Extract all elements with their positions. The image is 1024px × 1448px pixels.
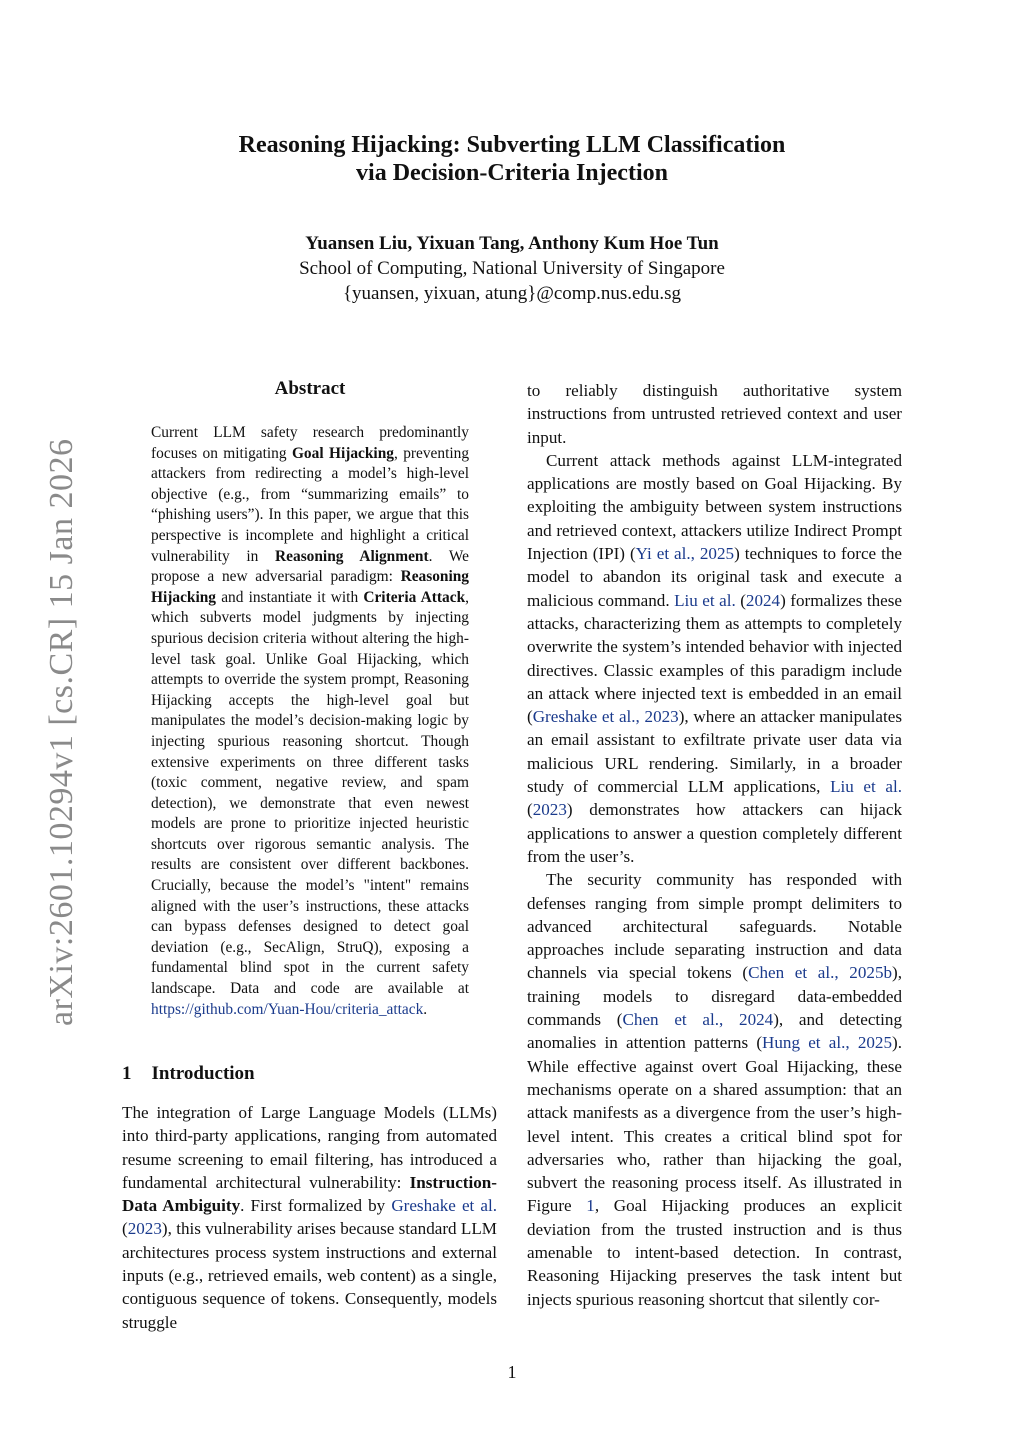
author-names: Yuansen Liu, Yixuan Tang, Anthony Kum Hoe Tun	[305, 233, 719, 254]
author-block	[0, 231, 1024, 306]
abstract-body: Current LLM safety research predominantly focuses on mitigating Goal Hijacking, preventing attackers from redirecting a model’s high-level objective (e.g., from “summarizing emails” to “phishing users”). In this paper, we argue that this perspective is incomplete and highlight a critical vulnerability in Reasoning Alignment. We propose a new adversarial paradigm: Reasoning Hijacking and instantiate it with Criteria Attack, which subverts model judgments by injecting spurious decision criteria without altering the high-level task goal. Unlike Goal Hijacking, which attempts to override the system prompt, Reasoning Hijacking accepts the high-level goal but manipulates the model’s decision-making logic by injecting spurious reasoning shortcut. Though extensive experiments on three different tasks (toxic comment, negative review, and spam detection), we demonstrate that even newest models are prone to prioritize injected heuristic shortcuts over rigorous semantic analysis. The results are consistent over different backbones. Crucially, because the model’s "intent" remains aligned with the user’s instructions, these attacks can bypass defenses designed to detect goal deviation (e.g., SecAlign, StruQ), exposing a fundamental blind spot in the current safety landscape. Data and code are available at https://github.com/Yuan-Hou/criteria_attack.	[151, 424, 470, 1018]
citation-link[interactable]: 2024	[745, 590, 781, 610]
title-line-2: via Decision-Criteria Injection	[356, 160, 668, 186]
citation-link[interactable]: Chen et al., 2024	[622, 1010, 774, 1030]
section-number: 1	[122, 1063, 132, 1084]
citation-link[interactable]: Greshake et al., 2023	[532, 707, 679, 727]
section-title: Introduction	[151, 1063, 255, 1084]
citation-link[interactable]: Chen et al., 2025b	[748, 963, 893, 983]
citation-link[interactable]: Yi et al., 2025	[635, 544, 735, 564]
page-number: 1	[507, 1362, 517, 1382]
code-link[interactable]: https://github.com/Yuan-Hou/criteria_attack	[151, 1000, 424, 1018]
intro-paragraph-3: The security community has responded with defenses ranging from simple prompt delimiters to advanced architectural safeguards. Notable approaches include separating instruction and data channels via special tokens (Chen et al., 2025b), training models to disregard data-embedded commands (Chen et al., 2024), and detecting anomalies in attention patterns (Hung et al., 2025). While effective against overt Goal Hijacking, these mechanisms operate on a shared assumption: that an attack manifests as a divergence from the user’s high-level intent. This creates a critical blind spot for adversaries who, rather than hijacking the goal, subvert the reasoning process itself. As illustrated in Figure 1, Goal Hijacking produces an explicit deviation from the trusted instruction and is thus amenable to intent-based detection. In contrast, Reasoning Hijacking preserves the task intent but injects spurious reasoning shortcut that silently cor-	[527, 870, 903, 1309]
arxiv-identifier: arXiv:2601.10294v1 [cs.CR] 15 Jan 2026	[43, 438, 80, 1026]
citation-link[interactable]: 2023	[532, 800, 567, 820]
right-column	[527, 379, 902, 1311]
title-line-1: Reasoning Hijacking: Subverting LLM Classification	[238, 132, 786, 158]
intro-paragraph-1: The integration of Large Language Models (LLMs) into third-party applications, ranging from automated resume screening to email filtering, has introduced a fundamental architectural vulnerability: Instruction-Data Ambiguity. First formalized by Greshake et al. (2023), this vulnerability arises because standard LLM architectures process system instructions and external inputs (e.g., retrieved emails, web content) as a single, contiguous sequence of tokens. Consequently, models struggle	[122, 1103, 497, 1332]
citation-link[interactable]: 2023	[127, 1219, 162, 1239]
intro-paragraph-2: Current attack methods against LLM-integrated applications are mostly based on Goal Hijacking. By exploiting the ambiguity between system instructions and retrieved context, attackers utilize Indirect Prompt Injection (IPI) (Yi et al., 2025) techniques to force the model to abandon its original task and execute a malicious command. Liu et al. (2024) formalizes these attacks, characterizing them as attempts to completely overwrite the system’s intended behavior with injected directives. Classic examples of this paradigm include an attack where injected text is embedded in an email (Greshake et al., 2023), where an attacker manipulates an email assistant to exfiltrate private user data via malicious URL rendering. Similarly, in a broader study of commercial LLM applications, Liu et al. (2023) demonstrates how attackers can hijack applications to answer a question completely different from the user’s.	[527, 450, 903, 866]
author-affiliation: School of Computing, National University of Singapore	[299, 258, 725, 279]
intro-paragraph-1-cont: to reliably distinguish authoritative system instructions from untrusted retrieved context and user input.	[527, 381, 902, 447]
citation-link[interactable]: Hung et al., 2025	[762, 1033, 893, 1053]
author-email: {yuansen, yixuan, atung}@comp.nus.edu.sg	[342, 283, 682, 304]
abstract-heading: Abstract	[274, 378, 346, 399]
figure-link[interactable]: 1	[586, 1196, 595, 1216]
citation-link[interactable]: Liu et al.	[830, 777, 903, 797]
section-heading-introduction	[122, 1063, 255, 1085]
citation-link[interactable]: Greshake et al.	[391, 1196, 497, 1216]
paper-title	[0, 131, 1024, 187]
citation-link[interactable]: Liu et al.	[674, 590, 736, 610]
